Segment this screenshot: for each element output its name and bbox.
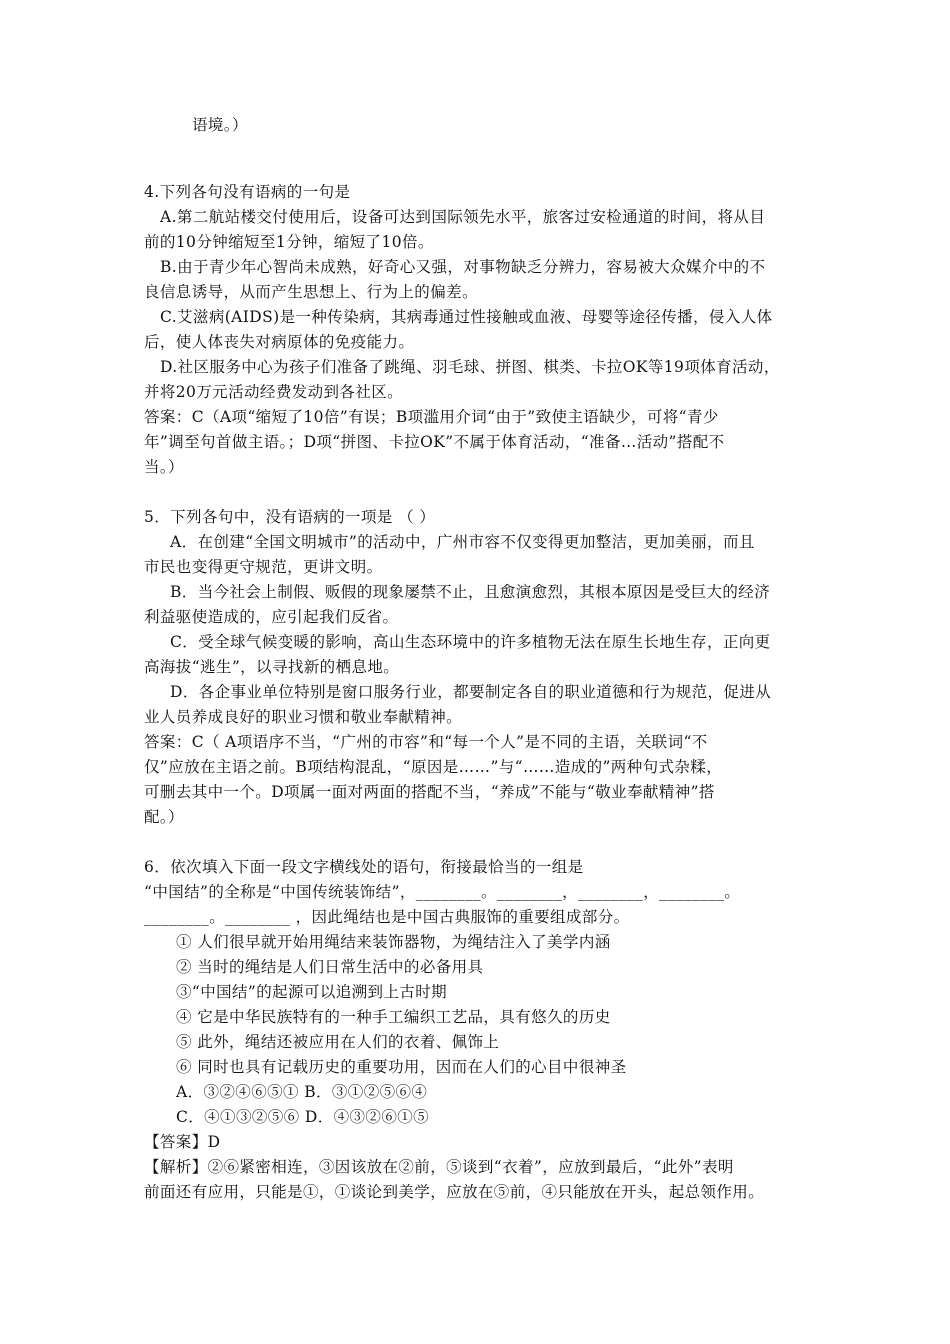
- text-line: A．③②④⑥⑤① B．③①②⑤⑥④: [176, 1083, 428, 1101]
- text-line: 可删去其中一个。D项属一面对两面的搭配不当，“养成”不能与“敬业奉献精神”搭: [144, 783, 715, 801]
- text-line: 良信息诱导，从而产生思想上、行为上的偏差。: [144, 283, 478, 301]
- text-line: ② 当时的绳结是人们日常生活中的必备用具: [176, 958, 484, 976]
- text-line: D.社区服务中心为孩子们准备了跳绳、羽毛球、拼图、棋类、卡拉OK等19项体育活动，: [160, 358, 780, 376]
- text-line: 答案：C（A项“缩短了10倍”有误；B项滥用介词“由于”致使主语缺少，可将“青少: [144, 408, 719, 426]
- text-line: 前面还有应用，只能是①，①谈论到美学，应放在⑤前，④只能放在开头，起总领作用。: [144, 1183, 765, 1201]
- text-line: 高海拔“逃生”，以寻找新的栖息地。: [144, 658, 400, 676]
- text-line: 4.下列各句没有语病的一句是: [144, 183, 351, 201]
- text-line: C.艾滋病(AIDS)是一种传染病，其病毒通过性接触或血液、母婴等途径传播，侵入人体: [160, 308, 773, 326]
- text-line: ④ 它是中华民族特有的一种手工编织工艺品，具有悠久的历史: [176, 1008, 611, 1026]
- text-line: 前的10分钟缩短至1分钟，缩短了10倍。: [144, 233, 434, 251]
- text-line: C．受全球气候变暖的影响，高山生态环境中的许多植物无法在原生长地生存，正向更: [170, 633, 771, 651]
- text-line: 当。）: [144, 458, 184, 476]
- text-line: B.由于青少年心智尚未成熟，好奇心又强，对事物缺乏分辨力，容易被大众媒介中的不: [160, 258, 766, 276]
- text-line: 语境。）: [192, 116, 248, 134]
- text-line: ⑤ 此外，绳结还被应用在人们的衣着、佩饰上: [176, 1033, 500, 1051]
- text-line: 【解析】②⑥紧密相连，③因该放在②前，⑤谈到“衣着”，应放到最后，“此外”表明: [144, 1158, 734, 1176]
- text-line: 后，使人体丧失对病原体的免疫能力。: [144, 333, 415, 351]
- text-line: 【答案】D: [144, 1133, 221, 1151]
- text-line: 6．依次填入下面一段文字横线处的语句，衔接最恰当的一组是: [144, 858, 584, 876]
- text-line: 利益驱使造成的，应引起我们反省。: [144, 608, 399, 626]
- text-line: 业人员养成良好的职业习惯和敬业奉献精神。: [144, 708, 463, 726]
- text-line: 答案：C（ A项语序不当，“广州的市容”和“每一个人”是不同的主语，关联词“不: [144, 733, 708, 751]
- text-line: B．当今社会上制假、贩假的现象屡禁不止，且愈演愈烈，其根本原因是受巨大的经济: [170, 583, 771, 601]
- text-line: 5．下列各句中，没有语病的一项是 （ ）: [144, 508, 436, 526]
- text-line: 并将20万元活动经费发动到各社区。: [144, 383, 404, 401]
- text-line: ⑥ 同时也具有记载历史的重要功用，因而在人们的心目中很神圣: [176, 1058, 627, 1076]
- text-line: 年”调至句首做主语。；D项“拼图、卡拉OK”不属于体育活动，“准备…活动”搭配不: [144, 433, 725, 451]
- text-line: A.第二航站楼交付使用后，设备可达到国际领先水平，旅客过安检通道的时间，将从目: [160, 208, 766, 226]
- text-line: 仅”应放在主语之前。B项结构混乱，“原因是……”与“……造成的”两种句式杂糅，: [144, 758, 723, 776]
- text-line: 配。）: [144, 808, 184, 826]
- text-line: ③“中国结”的起源可以追溯到上古时期: [176, 983, 448, 1001]
- text-line: A．在创建“全国文明城市”的活动中，广州市容不仅变得更加整洁，更加美丽，而且: [170, 533, 755, 551]
- text-line: “中国结”的全称是“中国传统装饰结”，________。________，________，________。: [144, 883, 741, 901]
- text-line: ________。________ ，因此绳结也是中国古典服饰的重要组成部分。: [144, 908, 630, 926]
- text-line: D．各企事业单位特别是窗口服务行业，都要制定各自的职业道德和行为规范，促进从: [170, 683, 772, 701]
- text-line: ① 人们很早就开始用绳结来装饰器物，为绳结注入了美学内涵: [176, 933, 611, 951]
- text-line: 市民也变得更守规范，更讲文明。: [144, 558, 383, 576]
- text-line: C．④①③②⑤⑥ D．④③②⑥①⑤: [176, 1108, 430, 1126]
